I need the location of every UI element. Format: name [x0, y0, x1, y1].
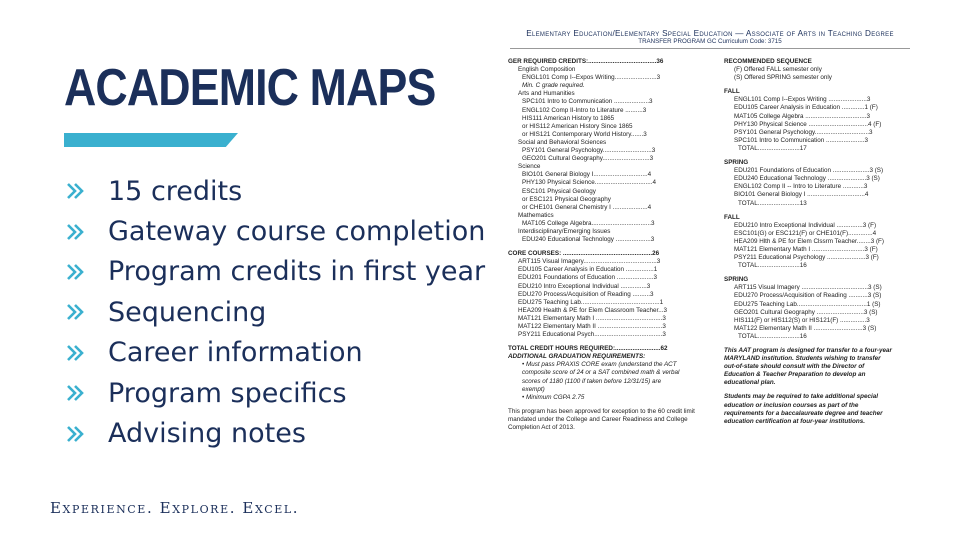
document-line: • Must pass PRAXIS CORE exam (understand the ACT	[522, 361, 677, 369]
document-line: TOTAL........................13	[738, 199, 807, 207]
bullet-item	[66, 252, 485, 292]
bullet-item	[66, 211, 485, 251]
document-line: or ESC121 Physical Geography	[522, 195, 611, 203]
document-line: PHY130 Physical Science.................................4	[522, 179, 657, 187]
document-line: MARYLAND institution. Students wishing to transfer	[724, 355, 881, 363]
chevron-right-icon	[66, 344, 84, 362]
document-line: ADDITIONAL GRADUATION REQUIREMENTS:	[508, 353, 646, 361]
document-subtitle: TRANSFER PROGRAM GC Curriculum Code: 3715	[638, 38, 782, 46]
document-line: Completion Act of 2013.	[508, 424, 575, 432]
document-line: EDU210 Intro Exceptional Individual ...............3 (F)	[734, 221, 877, 229]
document-line: MAT121 Elementary Math I ..............................3 (F)	[734, 245, 878, 253]
document-line: HEA209 Health & PE for Elem Classroom Teacher...3	[518, 306, 667, 314]
bullet-text: 15 credits	[108, 175, 243, 207]
document-line: EDU270 Process/Acquisition of Reading ...........3 (S)	[734, 292, 882, 300]
document-line: ART115 Visual Imagery..........................................3	[518, 258, 661, 266]
document-line: SPC101 Intro to Communication ....................3	[522, 98, 653, 106]
document-line: educational plan.	[724, 379, 776, 387]
chevron-right-icon	[66, 425, 84, 443]
document-line: EDU105 Career Analysis in Education .............1 (F)	[734, 104, 878, 112]
document-line: Min. C grade required.	[522, 82, 585, 90]
academic-map-document	[506, 22, 914, 520]
document-line: HEA209 Hlth & PE for Elem Clssrm Teacher........3 (F)	[734, 237, 885, 245]
document-line: English Composition	[518, 66, 576, 74]
chevron-right-icon	[66, 384, 84, 402]
bullet-text: Career information	[108, 337, 363, 369]
document-line: Social and Behavioral Sciences	[518, 138, 607, 146]
document-line: EDU275 Teaching Lab........................................1 (S)	[734, 300, 881, 308]
document-line: EDU105 Career Analysis in Education ................1	[518, 266, 658, 274]
sequence-column	[724, 58, 912, 426]
chevron-right-icon	[66, 303, 84, 321]
document-line: TOTAL CREDIT HOURS REQUIRED:..........................62	[508, 345, 668, 353]
document-line: or HIS121 Contemporary World History.......3	[522, 130, 647, 138]
document-line: TOTAL........................16	[738, 332, 807, 340]
document-line: HIS111 American History to 1865	[522, 114, 615, 122]
document-line: GEO201 Cultural Geography...........................3	[522, 155, 654, 163]
document-line: education or inclusion courses as part of the	[724, 401, 859, 409]
document-line: Interdisciplinary/Emerging Issues	[518, 227, 611, 235]
document-line: MAT122 Elementary Math II ............................3 (S)	[734, 324, 877, 332]
document-line: CORE COURSES: ...................................................26	[508, 250, 660, 258]
bullet-list	[66, 171, 485, 454]
document-line: PHY130 Physical Science ..................................4 (F)	[734, 120, 882, 128]
document-line: requirements for a baccalaureate degree and teacher	[724, 409, 883, 417]
bullet-text: Gateway course completion	[108, 216, 486, 248]
document-line: exempt)	[522, 385, 545, 393]
bullet-text: Advising notes	[108, 418, 306, 450]
document-line: EDU275 Teaching Lab.............................................1	[518, 298, 664, 306]
document-line: • Minimum CGPA 2.75	[522, 393, 585, 401]
document-line: GER REQUIRED CREDITS:.......................................36	[508, 58, 664, 65]
chevron-right-icon	[66, 263, 84, 281]
document-line: Mathematics	[518, 211, 554, 219]
tagline: Experience. Explore. Excel.	[50, 499, 300, 517]
document-line: composite score of 24 or a SAT combined math & verbal	[522, 369, 680, 377]
document-line: EDU270 Process/Acquisition of Reading ..........3	[518, 290, 654, 298]
document-line: MAT105 College Algebra ...................................3	[734, 112, 871, 120]
document-line: TOTAL........................17	[738, 144, 807, 152]
document-line: MAT105 College Algebra..................................3	[522, 219, 655, 227]
document-line: TOTAL........................16	[738, 262, 807, 270]
document-line: EDU240 Educational Technology ......................3 (S)	[734, 175, 880, 183]
document-line: EDU201 Foundations of Education .....................3	[518, 274, 657, 282]
bullet-text: Program credits in first year	[108, 256, 486, 288]
document-line: (F) Offered FALL semester only	[734, 66, 822, 74]
document-line: ENGL101 Comp I--Expos Writing ......................3	[734, 96, 871, 104]
document-line: This program has been approved for exception to the 60 credit limit	[508, 407, 695, 415]
document-line: RECOMMENDED SEQUENCE	[724, 58, 812, 65]
document-line: PSY101 General Psychology............................3	[522, 147, 656, 155]
document-title: Elementary Education/Elementary Special Education — Associate of Arts in Teaching Degree	[526, 29, 894, 38]
document-line: ENGL102 Comp II-Intro to Literature ..........3	[522, 106, 647, 114]
document-line: education certification at four-year institutions.	[724, 417, 865, 425]
document-line: BIO101 General Biology I...............................4	[522, 171, 652, 179]
document-line: ENGL102 Comp II -- Intro to Literature ............3	[734, 183, 868, 191]
requirements-column	[508, 58, 696, 432]
document-line: Science	[518, 163, 541, 171]
document-divider	[510, 48, 910, 49]
document-line: SPRING	[724, 159, 749, 167]
document-line: EDU201 Foundations of Education .....................3 (S)	[734, 167, 884, 175]
document-line: EDU210 Intro Exceptional Individual ...............3	[518, 282, 651, 290]
document-line: out-of-state should consult with the Director of	[724, 363, 865, 371]
document-line: FALL	[724, 213, 740, 221]
document-line: PSY211 Educational Psychology ......................3 (F)	[734, 254, 879, 262]
document-line: ART115 Visual Imagery ......................................3 (S)	[734, 284, 882, 292]
document-line: Arts and Humanities	[518, 90, 575, 98]
bullet-text: Sequencing	[108, 296, 267, 328]
chevron-right-icon	[66, 182, 84, 200]
document-line: or CHE101 General Chemistry I ....................4	[522, 203, 652, 211]
document-line: Students may be required to take additional special	[724, 393, 878, 401]
document-line: FALL	[724, 88, 740, 96]
document-line: Education & Teacher Preparation to develop an	[724, 371, 866, 379]
title-accent-bar	[64, 133, 238, 147]
bullet-item	[66, 373, 485, 413]
document-line: ENGL101 Comp I--Expos Writing........................3	[522, 74, 661, 82]
document-line: BIO101 General Biology I .................................4	[734, 191, 869, 199]
document-line: SPRING	[724, 276, 749, 284]
bullet-item	[66, 333, 485, 373]
document-line: PSY101 General Psychology...............................3	[734, 128, 873, 136]
document-line: HIS111(F) or HIS112(S) or HIS121(F) ...............3	[734, 316, 870, 324]
bullet-item	[66, 413, 485, 453]
document-line: ESC101(G) or ESC121(F) or CHE101(F)..............4	[734, 229, 877, 237]
document-line: PSY211 Educational Psych.......................................3	[518, 331, 666, 339]
slide-title: ACADEMIC MAPS	[64, 59, 436, 117]
document-line: MAT121 Elementary Math I ......................................3	[518, 314, 666, 322]
bullet-item	[66, 171, 485, 211]
chevron-right-icon	[66, 223, 84, 241]
document-line: EDU240 Educational Technology ....................3	[522, 236, 655, 244]
document-line: (S) Offered SPRING semester only	[734, 74, 832, 82]
document-line: ESC101 Physical Geology	[522, 187, 596, 195]
document-line: mandated under the College and Career Readiness and College	[508, 415, 688, 423]
document-line: SPC101 Intro to Communication ......................3	[734, 136, 869, 144]
document-line: GEO201 Cultural Geography ...........................3 (S)	[734, 308, 878, 316]
document-line: scores of 1180 (1100 if taken before 12/31/15) are	[522, 377, 662, 385]
document-line: MAT122 Elementary Math II .....................................3	[518, 323, 666, 330]
document-line: or HIS112 American History Since 1865	[522, 122, 633, 130]
bullet-text: Program specifics	[108, 377, 347, 409]
bullet-item	[66, 292, 485, 332]
document-line: This AAT program is designed for transfer to a four-year	[724, 347, 892, 354]
